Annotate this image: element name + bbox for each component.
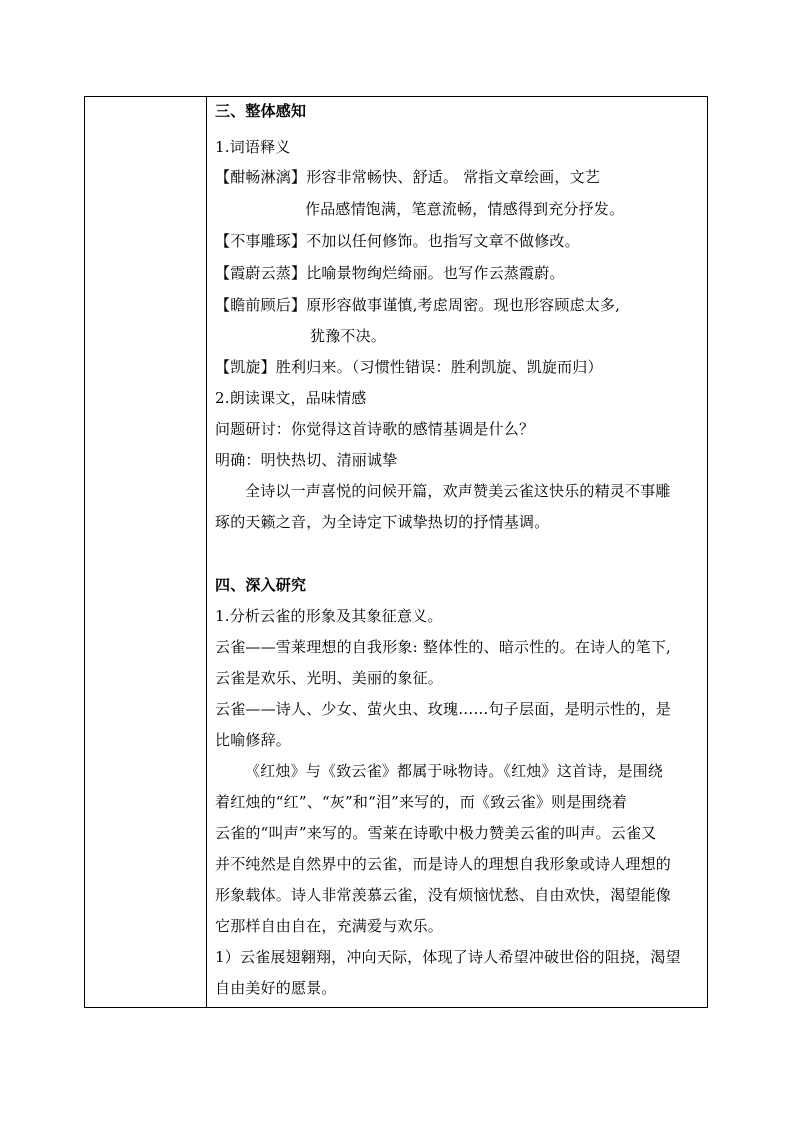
- section-heading: 四、深入研究: [215, 576, 307, 594]
- paragraph-line: 云雀是欢乐、光明、美丽的象征。: [215, 669, 444, 687]
- paragraph-line: 全诗以一声喜悦的问候开篇，欢声赞美云雀这快乐的精灵不事雕: [245, 482, 671, 500]
- paragraph-line: 比喻修辞。: [215, 731, 292, 749]
- column-divider: [206, 97, 207, 1007]
- paragraph-line: 形象载体。诗人非常羡慕云雀，没有烦恼忧愁、自由欢快，渴望能像: [215, 886, 672, 904]
- paragraph-line: 《红烛》与《致云雀》都属于咏物诗。《红烛》这首诗，是围绕: [245, 762, 664, 780]
- section-heading: 三、整体感知: [215, 102, 307, 120]
- subheading: 2.朗读课文，品味情感: [215, 389, 367, 407]
- term-line: 【酣畅淋漓】形容非常畅快、舒适。 常指文章绘画，文艺: [215, 168, 600, 186]
- term-line: 【不事雕琢】不加以任何修饰。也指写文章不做修改。: [215, 232, 580, 250]
- term-line: 作品感情饱满，笔意流畅，情感得到充分抒发。: [305, 200, 625, 218]
- paragraph-line: 1）云雀展翅翱翔，冲向天际，体现了诗人希望冲破世俗的阻挠，渴望: [215, 948, 681, 966]
- subheading: 1.分析云雀的形象及其象征意义。: [215, 607, 443, 625]
- answer-text: 明确：明快热切、清丽诚挚: [215, 451, 398, 469]
- paragraph-line: 云雀——雪莱理想的自我形象: 整体性的、暗示性的。在诗人的笔下,: [215, 638, 671, 656]
- term-line: 【凯旋】胜利归来。（习惯性错误：胜利凯旋、凯旋而归）: [215, 358, 603, 376]
- paragraph-line: 云雀的“叫声”来写的。雪莱在诗歌中极力赞美云雀的叫声。云雀又: [215, 824, 657, 842]
- question-text: 问题研讨：你觉得这首诗歌的感情基调是什么？: [215, 420, 535, 438]
- subheading: 1.词语释义: [215, 138, 291, 156]
- paragraph-line: 琢的天籁之音，为全诗定下诚挚热切的抒情基调。: [215, 513, 550, 531]
- term-line: 犹豫不决。: [310, 327, 387, 345]
- paragraph-line: 并不纯然是自然界中的云雀，而是诗人的理想自我形象或诗人理想的: [215, 855, 672, 873]
- paragraph-line: 它那样自由自在，充满爱与欢乐。: [215, 917, 444, 935]
- lesson-table: [84, 96, 708, 1008]
- paragraph-line: 云雀——诗人、少女、萤火虫、玫瑰……句子层面，是明示性的，是: [215, 700, 672, 718]
- paragraph-line: 着红烛的“红”、“灰”和“泪”来写的，而《致云雀》则是围绕着: [215, 793, 628, 811]
- term-line: 【瞻前顾后】原形容做事谨慎,考虑周密。现也形容顾虑太多,: [215, 296, 621, 314]
- term-line: 【霞蔚云蒸】比喻景物绚烂绮丽。也写作云蒸霞蔚。: [215, 264, 565, 282]
- paragraph-line: 自由美好的愿景。: [215, 979, 337, 997]
